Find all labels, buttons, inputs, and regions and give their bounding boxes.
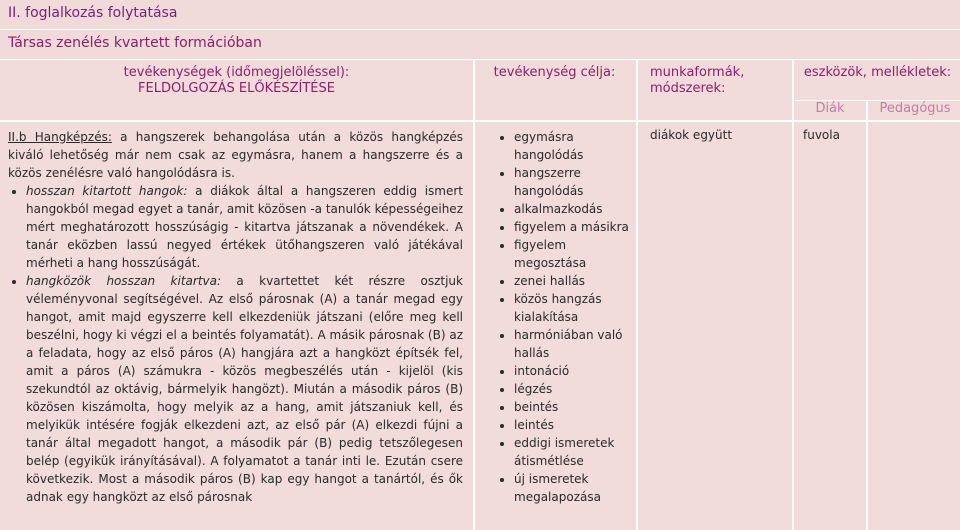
- goal-item: • hangszerre hangolódás: [514, 164, 634, 200]
- activity-list: [8, 182, 463, 506]
- header-goal: tevékenység célja:: [493, 65, 616, 80]
- goal-item: • egymásra hangolódás: [514, 128, 634, 164]
- header-tools-student: Diák: [815, 101, 845, 116]
- teacher-tool-cell: fuvola: [803, 128, 840, 142]
- goal-item: • légzés: [514, 380, 634, 398]
- goal-item: • figyelem megosztása: [514, 236, 634, 272]
- header-tools-teacher: Pedagógus: [879, 101, 951, 116]
- row-divider: [0, 120, 960, 122]
- header-tools: eszközök, mellékletek:: [803, 65, 952, 80]
- header-methods: [640, 60, 790, 100]
- goal-item: • alkalmazkodás: [514, 200, 634, 218]
- goal-item: • beintés: [514, 398, 634, 416]
- goal-cell: [494, 128, 634, 506]
- column-divider: [636, 60, 638, 530]
- goal-item: • új ismeretek megalapozása: [514, 470, 634, 506]
- goal-item: • leintés: [514, 416, 634, 434]
- activity-item-label: hosszan kitartott hangok:: [26, 184, 188, 198]
- header-activities-line1: tevékenységek (időmegjelöléssel):: [123, 65, 350, 80]
- activity-intro-label: II.b Hangképzés:: [8, 130, 112, 144]
- goal-list: [494, 128, 634, 506]
- header-methods-line1: munkaformák,: [650, 65, 745, 80]
- goal-item: • figyelem a másikra: [514, 218, 634, 236]
- row-divider: [795, 100, 960, 101]
- goal-item: • harmóniában való hallás: [514, 326, 634, 362]
- goal-item: • intonáció: [514, 362, 634, 380]
- goal-item: • eddigi ismeretek átismétlése: [514, 434, 634, 470]
- work-form-cell: diákok együtt: [650, 128, 733, 142]
- column-divider: [473, 60, 475, 530]
- header-activities-line2: FELDOLGOZÁS ELŐKÉSZÍTÉSE: [138, 81, 335, 96]
- activity-item: [26, 272, 463, 506]
- column-divider: [866, 100, 868, 530]
- activity-cell: [8, 128, 463, 506]
- page-title: II. foglalkozás folytatása: [0, 0, 960, 30]
- activity-item-label: hangközök hosszan kitartva:: [26, 274, 222, 288]
- page-subtitle: Társas zenélés kvartett formációban: [0, 30, 960, 60]
- activity-item-text: a kvartettet két részre osztjuk véleményvonal segítségével. Az első párosnak (A) a tanár megad egy hangot, amit majd egyszerre kell elkezdeniük játszani (előre meg kell beszélni, hogy ki végzi el a beintés folyamatát). A másik párosnak (B) az a feladata, hogy az első páros (A) hangjára azt a hangközt építsék fel, amit a páros (A) számukra - közös megbeszélés után - kijelöl (kis szekundtól az oktávig, bármelyik hangözt). Miután a második páros (B) közösen kiszámolta, hogy melyik az a hang, amit játszaniuk kell, és melyikük intésére fogják elkezdeni azt, az első pár (A) elkezdi fújni a tanár által megadott hangot, a második pár (B) pedig tetszőlegesen belép (egyikük irányításával). A folyamatot a tanár inti le. Ezután csere következik. Most a második páros (B) kap egy hangot a tanártól, és ők adnak egy hangközt az első párosnak: [26, 274, 463, 504]
- column-divider: [792, 60, 794, 530]
- activity-item: [26, 182, 463, 272]
- goal-item: • zenei hallás: [514, 272, 634, 290]
- header-activities: [0, 60, 473, 100]
- activity-intro: [8, 128, 463, 182]
- activity-intro-text: a hangszerek behangolása után a közös hangképzés kiváló lehetőség már nem csak az egymásra, hanem a hangszerre és a közös zenélésre való hangolódásra is.: [8, 130, 463, 180]
- activity-item-text: a diákok által a hangszeren eddig ismert hangokból megad egyet a tanár, amit közösen -a tanulók képességeihez mért meghatározott hosszúságig - kitartva játszanak a növendékek. A tanár eközben lassú negyed értékek ütőhangszeren való játékával mérheti a hang hosszúságát.: [26, 184, 463, 270]
- goal-item: • közös hangzás kialakítása: [514, 290, 634, 326]
- header-methods-line2: módszerek:: [650, 81, 726, 96]
